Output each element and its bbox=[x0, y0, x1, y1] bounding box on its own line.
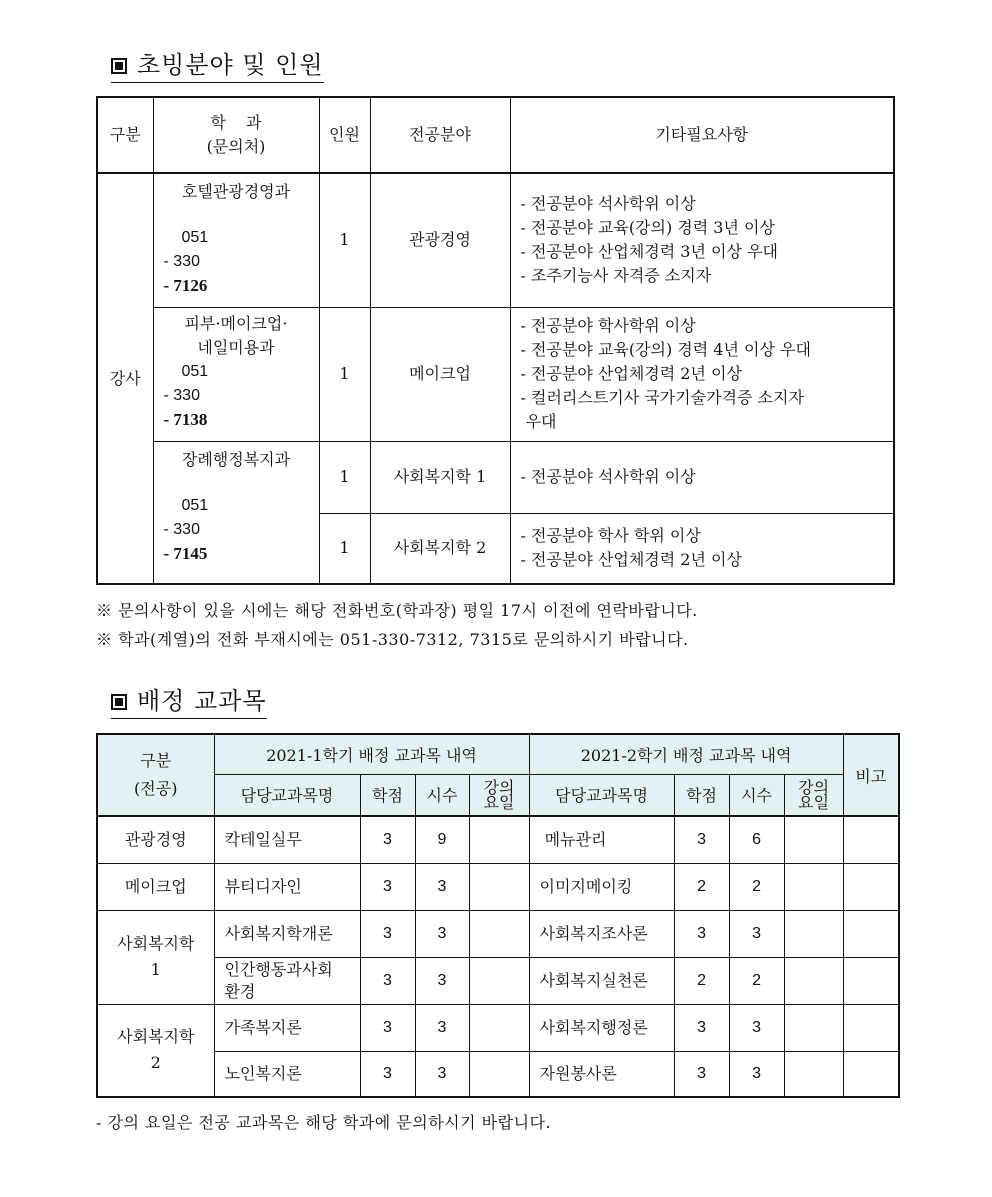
subject-name: 칵테일실무 bbox=[224, 829, 302, 849]
category-label: 사회복지학 bbox=[117, 934, 195, 953]
day-cell-s1 bbox=[469, 816, 529, 863]
remark-cell bbox=[843, 910, 899, 957]
header-hours-s1: 시수 bbox=[415, 774, 469, 816]
hours-cell-s1: 3 bbox=[415, 1051, 469, 1097]
phone-extension bbox=[164, 408, 319, 433]
day-cell-s1 bbox=[469, 1004, 529, 1051]
credit-cell-s2: 3 bbox=[674, 816, 729, 863]
subject-cell-s2: 이미지메이킹 bbox=[529, 863, 674, 910]
header-other: 기타필요사항 bbox=[510, 97, 894, 173]
remark-cell bbox=[843, 957, 899, 1004]
count-cell: 1 bbox=[319, 441, 370, 513]
category-label: 1 bbox=[150, 960, 161, 979]
header-subject-s2: 담당교과목명 bbox=[529, 774, 674, 816]
note-alternate-phone: ※ 학과(계열)의 전화 부재시에는 051-330-7312, 7315로 문의하시기 바랍니다. bbox=[96, 630, 689, 649]
section-title-text: 배정 교과목 bbox=[137, 687, 267, 715]
field-cell: 사회복지학 2 bbox=[370, 513, 510, 584]
subject-name: 뷰티디자인 bbox=[224, 876, 302, 896]
header-category: 구분 bbox=[97, 97, 153, 173]
department-name: 장례행정복지과 bbox=[181, 449, 291, 469]
credit-cell-s1: 3 bbox=[360, 863, 415, 910]
remark-cell bbox=[843, 816, 899, 863]
credit-cell-s1: 3 bbox=[360, 1004, 415, 1051]
requirement-item: - 전공분야 석사학위 이상 bbox=[520, 194, 696, 214]
phone-prefix: - 330 bbox=[163, 520, 200, 538]
day-cell-s2 bbox=[784, 1004, 843, 1051]
header-day-line2: 요일 bbox=[483, 792, 515, 812]
phone-extension bbox=[164, 274, 319, 299]
header-credit-s2: 학점 bbox=[674, 774, 729, 816]
day-cell-s1 bbox=[469, 910, 529, 957]
credit-cell-s1: 3 bbox=[360, 957, 415, 1004]
hours-cell-s2: 3 bbox=[729, 910, 784, 957]
phone-area-code: 051 bbox=[181, 496, 209, 514]
courses-table bbox=[96, 733, 900, 1098]
department-name: 호텔관광경영과 bbox=[181, 182, 291, 201]
header-day-s1 bbox=[469, 774, 529, 816]
table-row bbox=[97, 307, 894, 441]
header-field: 전공분야 bbox=[370, 97, 510, 173]
subject-cell-s2: 메뉴관리 bbox=[529, 816, 674, 863]
section-title-courses bbox=[111, 686, 267, 719]
header-category-label: 구분 bbox=[140, 751, 172, 770]
courses-table-body bbox=[97, 816, 899, 1097]
header-day-line1: 강의 bbox=[483, 777, 515, 797]
day-cell-s1 bbox=[469, 1051, 529, 1097]
department-cell bbox=[153, 173, 319, 307]
requirement-item: - 전공분야 교육(강의) 경력 3년 이상 bbox=[520, 218, 775, 238]
credit-cell-s2: 3 bbox=[674, 1004, 729, 1051]
department-cell bbox=[153, 307, 319, 441]
day-cell-s2 bbox=[784, 863, 843, 910]
requirements-cell bbox=[510, 441, 894, 513]
category-label: 2 bbox=[150, 1053, 161, 1073]
category-cell bbox=[97, 1004, 214, 1097]
header-day-s2 bbox=[784, 774, 843, 816]
category-label: 메이크업 bbox=[124, 876, 187, 896]
category-label: 관광경영 bbox=[124, 829, 187, 849]
subject-name: 노인복지론 bbox=[224, 1063, 302, 1083]
table-row bbox=[97, 441, 894, 513]
day-cell-s2 bbox=[784, 957, 843, 1004]
hours-cell-s1: 3 bbox=[415, 863, 469, 910]
subject-cell-s2: 사회복지조사론 bbox=[529, 910, 674, 957]
section-title-recruitment bbox=[111, 50, 324, 83]
phone-area-code: 051 bbox=[181, 229, 209, 246]
remark-cell bbox=[843, 1004, 899, 1051]
header-contact-label: (문의처) bbox=[206, 137, 266, 156]
header-count: 인원 bbox=[319, 97, 370, 173]
subject-name: 인간행동과사회 bbox=[224, 959, 333, 979]
requirement-item: - 전공분야 산업체경력 2년 이상 bbox=[520, 550, 742, 570]
remark-cell bbox=[843, 863, 899, 910]
requirement-item: - 전공분야 학사학위 이상 bbox=[520, 316, 696, 335]
department-name: 피부·메이크업· bbox=[184, 313, 288, 333]
credit-cell-s2: 2 bbox=[674, 863, 729, 910]
subject-cell-s1 bbox=[214, 1051, 360, 1097]
credit-cell-s2: 3 bbox=[674, 910, 729, 957]
header-category bbox=[97, 734, 214, 816]
subject-cell-s2: 자원봉사론 bbox=[529, 1051, 674, 1097]
hours-cell-s2: 6 bbox=[729, 816, 784, 863]
hours-cell-s2: 2 bbox=[729, 863, 784, 910]
table-header-row bbox=[97, 734, 899, 774]
hours-cell-s1: 3 bbox=[415, 1004, 469, 1051]
requirement-item: 우대 bbox=[520, 412, 557, 431]
header-subject-s1: 담당교과목명 bbox=[214, 774, 360, 816]
requirement-item: - 컬러리스트기사 국가기술가격증 소지자 bbox=[520, 388, 804, 407]
requirement-item: - 전공분야 교육(강의) 경력 4년 이상 우대 bbox=[520, 340, 811, 359]
credit-cell-s2: 2 bbox=[674, 957, 729, 1004]
phone-area-code: 051 bbox=[181, 362, 209, 380]
department-cell bbox=[153, 441, 319, 584]
recruitment-table bbox=[96, 96, 895, 585]
category-cell bbox=[97, 910, 214, 1004]
table-row bbox=[97, 1051, 899, 1097]
day-cell-s1 bbox=[469, 863, 529, 910]
table-row bbox=[97, 1004, 899, 1051]
requirement-item: - 조주기능사 자격증 소지자 bbox=[520, 266, 712, 286]
phone-prefix: - 330 bbox=[163, 386, 200, 404]
table-row bbox=[97, 910, 899, 957]
requirements-cell bbox=[510, 173, 894, 307]
requirement-item: - 전공분야 석사학위 이상 bbox=[520, 467, 696, 486]
header-department bbox=[153, 97, 319, 173]
credit-cell-s1: 3 bbox=[360, 910, 415, 957]
header-day-line1: 강의 bbox=[798, 777, 830, 797]
hours-cell-s2: 3 bbox=[729, 1004, 784, 1051]
note-contact-hours: ※ 문의사항이 있을 시에는 해당 전화번호(학과장) 평일 17시 이전에 연락바랍니다. bbox=[96, 601, 698, 620]
requirement-item: - 전공분야 학사 학위 이상 bbox=[520, 526, 701, 546]
subject-name: 환경 bbox=[224, 981, 256, 1001]
subject-cell-s2: 사회복지행정론 bbox=[529, 1004, 674, 1051]
subject-cell-s2: 사회복지실천론 bbox=[529, 957, 674, 1004]
hours-cell-s2: 2 bbox=[729, 957, 784, 1004]
department-name-line2: 네일미용과 bbox=[197, 337, 275, 357]
phone-extension-text: - 7145 bbox=[163, 543, 208, 563]
subject-name: 가족복지론 bbox=[224, 1017, 302, 1037]
remark-cell bbox=[843, 1051, 899, 1097]
phone-prefix: - 330 bbox=[163, 253, 200, 270]
phone-extension-text: - 7138 bbox=[163, 409, 208, 429]
table-subheader-row bbox=[97, 774, 899, 816]
count-cell: 1 bbox=[319, 513, 370, 584]
field-cell: 사회복지학 1 bbox=[370, 441, 510, 513]
requirements-cell bbox=[510, 307, 894, 441]
table-row bbox=[97, 816, 899, 863]
subject-cell-s1 bbox=[214, 863, 360, 910]
subject-cell-s1 bbox=[214, 957, 360, 1004]
credit-cell-s1: 3 bbox=[360, 816, 415, 863]
requirement-item: - 전공분야 산업체경력 2년 이상 bbox=[520, 364, 742, 383]
header-hours-s2: 시수 bbox=[729, 774, 784, 816]
table-row bbox=[97, 863, 899, 910]
header-day-line2: 요일 bbox=[798, 792, 830, 812]
phone-extension bbox=[164, 542, 319, 567]
requirements-cell bbox=[510, 513, 894, 584]
subject-name: 사회복지학개론 bbox=[224, 923, 333, 943]
header-credit-s1: 학점 bbox=[360, 774, 415, 816]
day-cell-s1 bbox=[469, 957, 529, 1004]
section-title-text: 초빙분야 및 인원 bbox=[137, 51, 324, 79]
category-cell: 강사 bbox=[97, 173, 153, 584]
requirement-item: - 전공분야 산업체경력 3년 이상 우대 bbox=[520, 242, 778, 262]
category-cell bbox=[97, 816, 214, 863]
black-square-bullet-icon bbox=[111, 694, 127, 710]
subject-cell-s1 bbox=[214, 910, 360, 957]
credit-cell-s1: 3 bbox=[360, 1051, 415, 1097]
field-cell: 관광경영 bbox=[370, 173, 510, 307]
header-remark: 비고 bbox=[843, 734, 899, 816]
header-major-label: (전공) bbox=[134, 779, 178, 798]
hours-cell-s1: 3 bbox=[415, 957, 469, 1004]
phone-extension-text: - 7126 bbox=[163, 276, 208, 295]
field-cell: 메이크업 bbox=[370, 307, 510, 441]
subject-cell-s1 bbox=[214, 1004, 360, 1051]
header-semester-1: 2021-1학기 배정 교과목 내역 bbox=[214, 734, 529, 774]
table-row bbox=[97, 173, 894, 307]
category-label: 사회복지학 bbox=[117, 1027, 195, 1047]
black-square-bullet-icon bbox=[111, 58, 127, 74]
table-header-row bbox=[97, 97, 894, 173]
subject-cell-s1 bbox=[214, 816, 360, 863]
table-row bbox=[97, 957, 899, 1004]
hours-cell-s2: 3 bbox=[729, 1051, 784, 1097]
day-cell-s2 bbox=[784, 1051, 843, 1097]
category-cell bbox=[97, 863, 214, 910]
header-department-label: 학 과 bbox=[210, 113, 262, 132]
hours-cell-s1: 3 bbox=[415, 910, 469, 957]
footnote-lecture-day: - 강의 요일은 전공 교과목은 해당 학과에 문의하시기 바랍니다. bbox=[96, 1113, 552, 1132]
credit-cell-s2: 3 bbox=[674, 1051, 729, 1097]
hours-cell-s1: 9 bbox=[415, 816, 469, 863]
day-cell-s2 bbox=[784, 910, 843, 957]
count-cell: 1 bbox=[319, 307, 370, 441]
header-semester-2: 2021-2학기 배정 교과목 내역 bbox=[529, 734, 843, 774]
count-cell: 1 bbox=[319, 173, 370, 307]
day-cell-s2 bbox=[784, 816, 843, 863]
